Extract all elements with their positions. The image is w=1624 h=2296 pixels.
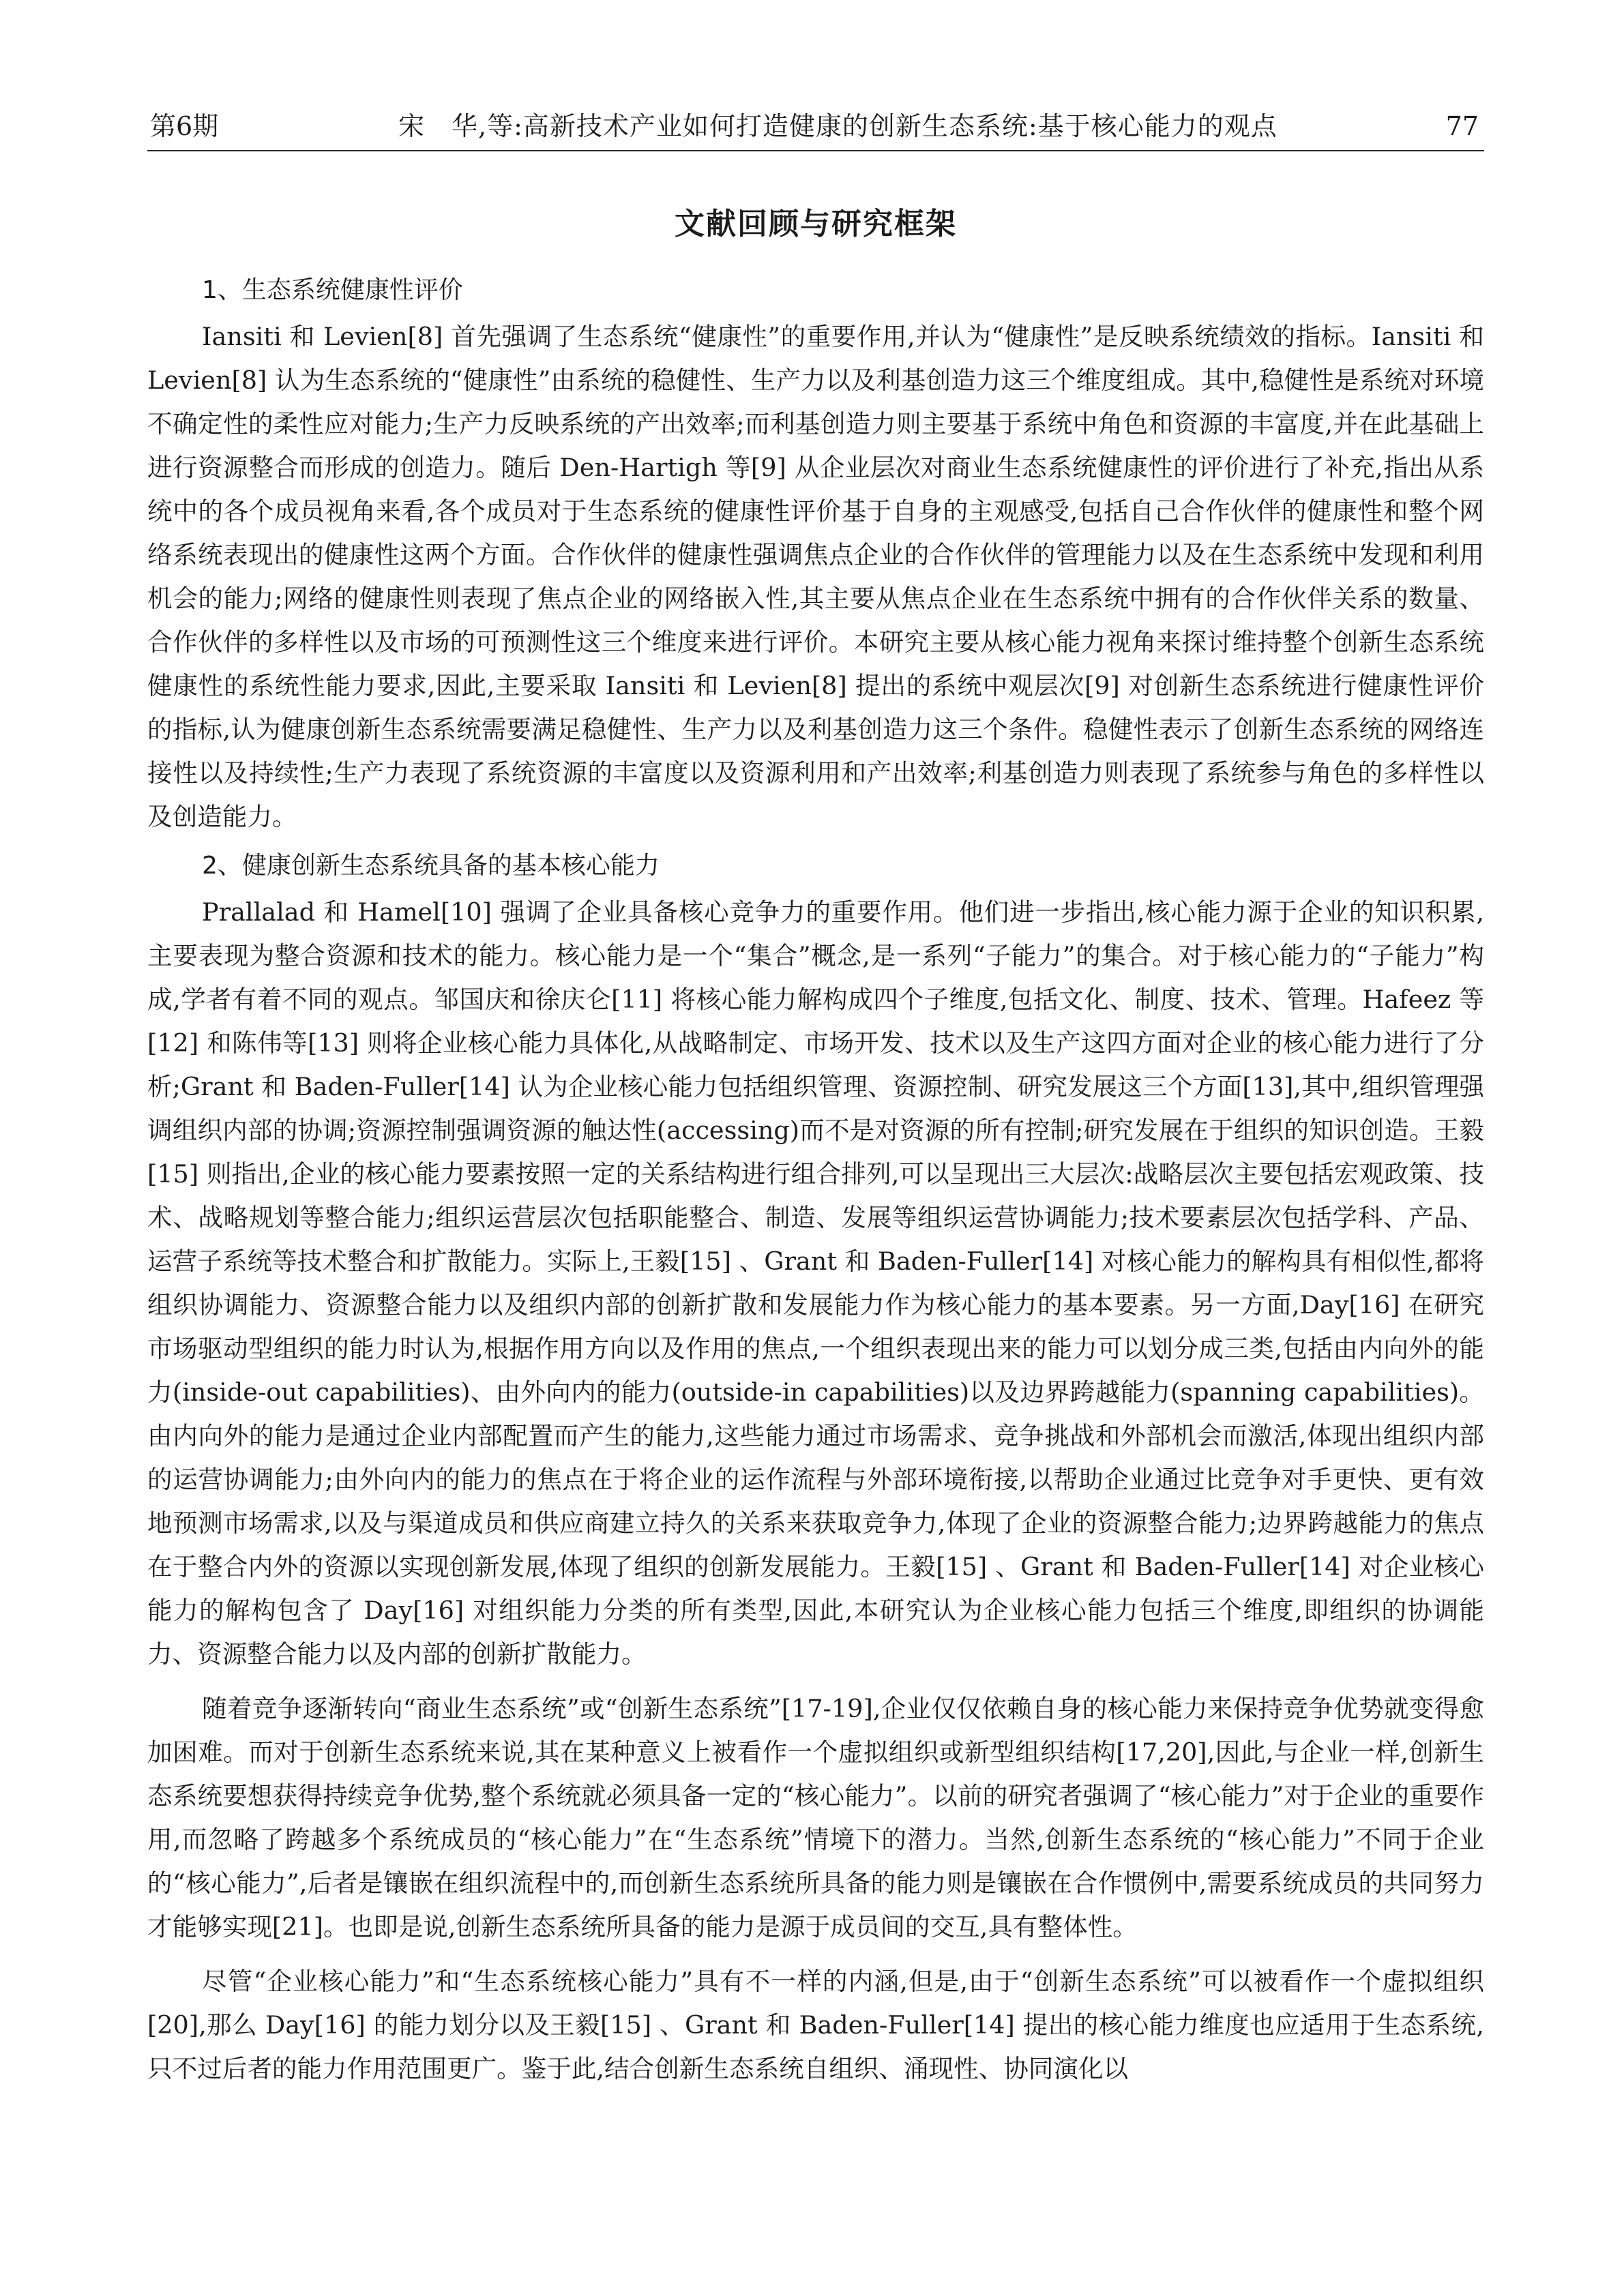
page-number: 77 [1445,111,1479,141]
running-head [147,102,1484,151]
running-title: 宋 华,等:高新技术产业如何打造健康的创新生态系统:基于核心能力的观点 [398,111,1278,141]
body-paragraph: 随着竞争逐渐转向“商业生态系统”或“创新生态系统”[17-19],企业仅仅依赖自身的核心能力来保持竞争优势就变得愈加困难。而对于创新生态系统来说,其在某种意义上被看作一个虚拟组织或新型组织结构[17,20],因此,与企业一样,创新生态系统要想获得持续竞争优势,整个系统就必须具备一定的“核心能力”。以前的研究者强调了“核心能力”对于企业的重要作用,而忽略了跨越多个系统成员的“核心能力”在“生态系统”情境下的潜力。当然,创新生态系统的“核心能力”不同于企业的“核心能力”,后者是镶嵌在组织流程中的,而创新生态系统所具备的能力则是镶嵌在合作惯例中,需要系统成员的共同努力才能够实现[21]。也即是说,创新生态系统所具备的能力是源于成员间的交互,具有整体性。 [147,1694,1484,1941]
body-paragraph: Iansiti 和 Levien[8] 首先强调了生态系统“健康性”的重要作用,并认为“健康性”是反映系统绩效的指标。Iansiti 和 Levien[8] 认为生态系统的“健康性”由系统的稳健性、生产力以及利基创造力这三个维度组成。其中,稳健性是系统对环境不确定性的柔性应对能力;生产力反映系统的产出效率;而利基创造力则主要基于系统中角色和资源的丰富度,并在此基础上进行资源整合而形成的创造力。随后 Den-Hartigh 等[9] 从企业层次对商业生态系统健康性的评价进行了补充,指出从系统中的各个成员视角来看,各个成员对于生态系统的健康性评价基于自身的主观感受,包括自己合作伙伴的健康性和整个网络系统表现出的健康性这两个方面。合作伙伴的健康性强调焦点企业的合作伙伴的管理能力以及在生态系统中发现和利用机会的能力;网络的健康性则表现了焦点企业的网络嵌入性,其主要从焦点企业在生态系统中拥有的合作伙伴关系的数量、合作伙伴的多样性以及市场的可预测性这三个维度来进行评价。本研究主要从核心能力视角来探讨维持整个创新生态系统健康性的系统性能力要求,因此,主要采取 Iansiti 和 Levien[8] 提出的系统中观层次[9] 对创新生态系统进行健康性评价的指标,认为健康创新生态系统需要满足稳健性、生产力以及利基创造力这三个条件。稳健性表示了创新生态系统的网络连接性以及持续性;生产力表现了系统资源的丰富度以及资源利用和产出效率;利基创造力则表现了系统参与角色的多样性以及创造能力。 [147,322,1484,831]
subsection-heading: 1、生态系统健康性评价 [202,276,463,304]
subsection-heading: 2、健康创新生态系统具备的基本核心能力 [202,852,660,880]
journal-page [147,102,1484,2091]
body-paragraph: Prallalad 和 Hamel[10] 强调了企业具备核心竞争力的重要作用。他们进一步指出,核心能力源于企业的知识积累,主要表现为整合资源和技术的能力。核心能力是一个“集合”概念,是一系列“子能力”的集合。对于核心能力的“子能力”构成,学者有着不同的观点。邹国庆和徐庆仑[11] 将核心能力解构成四个子维度,包括文化、制度、技术、管理。Hafeez 等[12] 和陈伟等[13] 则将企业核心能力具体化,从战略制定、市场开发、技术以及生产这四方面对企业的核心能力进行了分析;Grant 和 Baden-Fuller[14] 认为企业核心能力包括组织管理、资源控制、研究发展这三个方面[13],其中,组织管理强调组织内部的协调;资源控制强调资源的触达性(accessing)而不是对资源的所有控制;研究发展在于组织的知识创造。王毅[15] 则指出,企业的核心能力要素按照一定的关系结构进行组合排列,可以呈现出三大层次:战略层次主要包括宏观政策、技术、战略规划等整合能力;组织运营层次包括职能整合、制造、发展等组织运营协调能力;技术要素层次包括学科、产品、运营子系统等技术整合和扩散能力。实际上,王毅[15] 、Grant 和 Baden-Fuller[14] 对核心能力的解构具有相似性,都将组织协调能力、资源整合能力以及组织内部的创新扩散和发展能力作为核心能力的基本要素。另一方面,Day[16] 在研究市场驱动型组织的能力时认为,根据作用方向以及作用的焦点,一个组织表现出来的能力可以划分成三类,包括由内向外的能力(inside-out capabilities)、由外向内的能力(outside-in capabilities)以及边界跨越能力(spanning capabilities)。由内向外的能力是通过企业内部配置而产生的能力,这些能力通过市场需求、竞争挑战和外部机会而激活,体现出组织内部的运营协调能力;由外向内的能力的焦点在于将企业的运作流程与外部环境衔接,以帮助企业通过比竞争对手更快、更有效地预测市场需求,以及与渠道成员和供应商建立持久的关系来获取竞争力,体现了企业的资源整合能力;边界跨越能力的焦点在于整合内外的资源以实现创新发展,体现了组织的创新发展能力。王毅[15] 、Grant 和 Baden-Fuller[14] 对企业核心能力的解构包含了 Day[16] 对组织能力分类的所有类型,因此,本研究认为企业核心能力包括三个维度,即组织的协调能力、资源整合能力以及内部的创新扩散能力。 [147,897,1484,1669]
section-title: 文献回顾与研究框架 [675,207,957,241]
issue-label: 第6期 [150,111,219,141]
body-paragraph: 尽管“企业核心能力”和“生态系统核心能力”具有不一样的内涵,但是,由于“创新生态系统”可以被看作一个虚拟组织[20],那么 Day[16] 的能力划分以及王毅[15] 、Grant 和 Baden-Fuller[14] 提出的核心能力维度也应适用于生态系统,只不过后者的能力作用范围更广。鉴于此,结合创新生态系统自组织、涌现性、协同演化以 [147,1967,1484,2083]
